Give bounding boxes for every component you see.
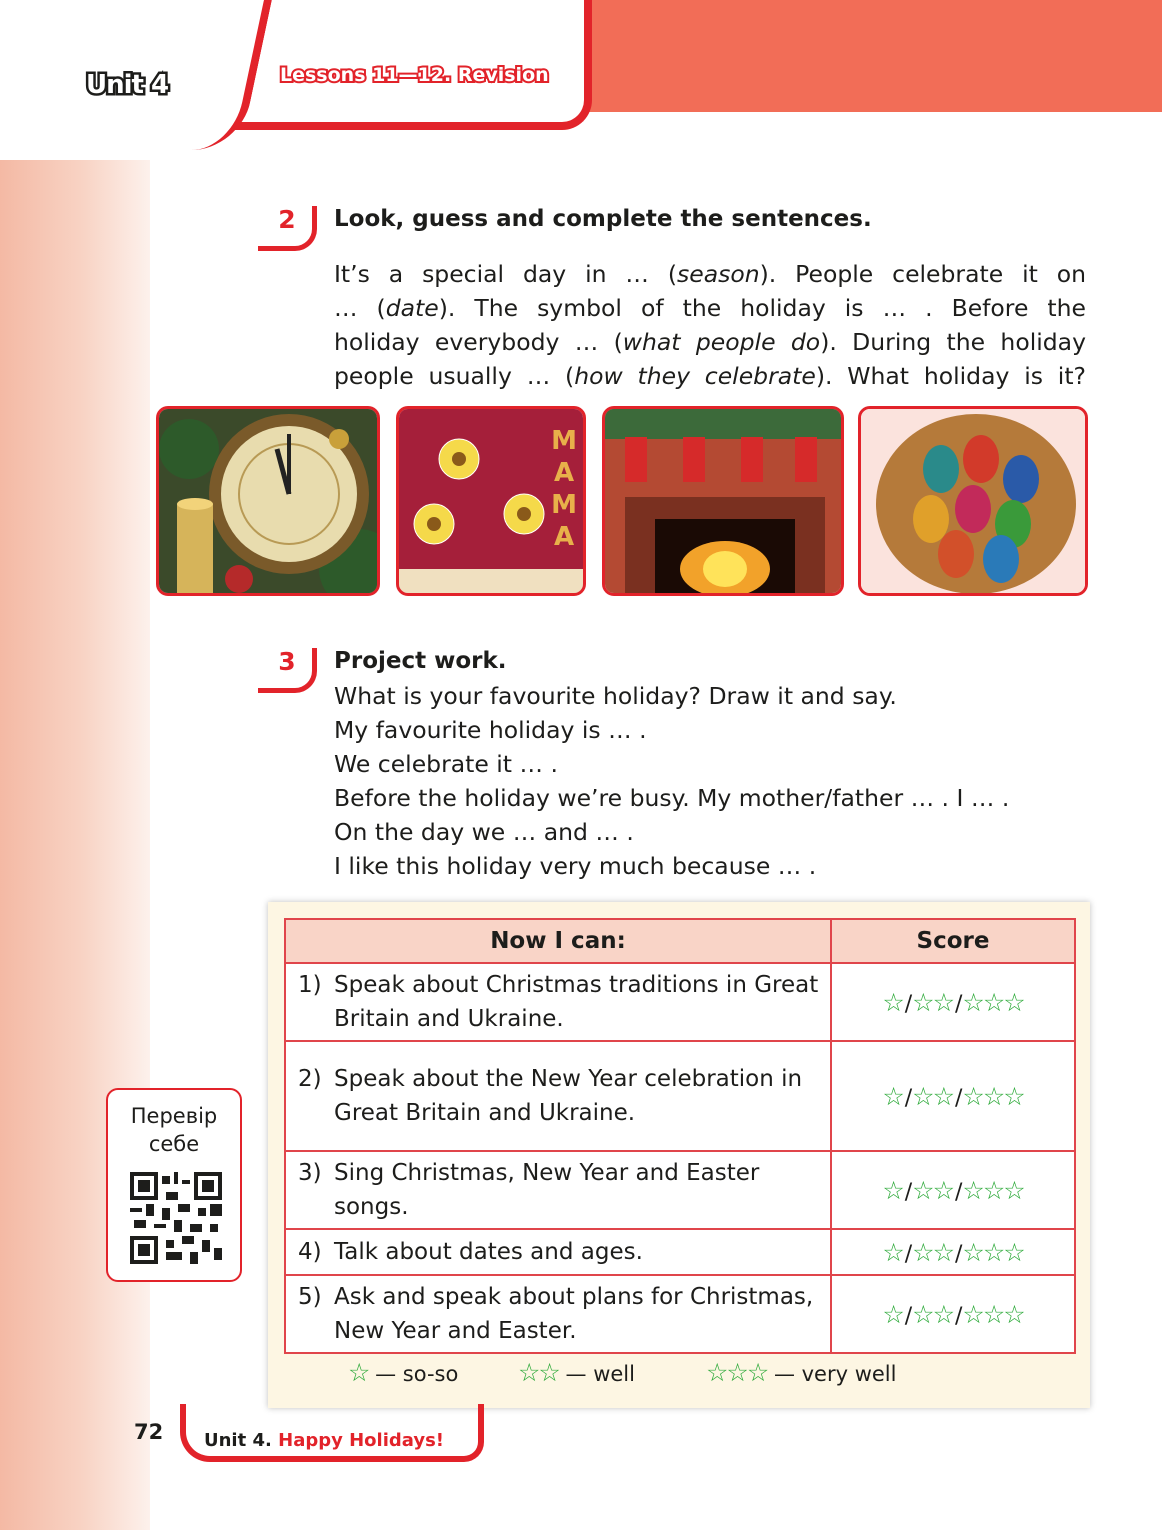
exercise-2-title: Look, guess and complete the sentences. bbox=[334, 206, 872, 232]
exercise-3-line: Before the holiday we’re busy. My mother/father … . I … . bbox=[334, 784, 1010, 812]
item-number: 2) bbox=[298, 1066, 322, 1092]
star-icon: ☆☆☆ bbox=[706, 1358, 768, 1387]
clock-candle-photo bbox=[156, 406, 380, 596]
score-stars[interactable]: ☆/☆☆/☆☆☆ bbox=[831, 1151, 1075, 1229]
star-icon[interactable]: ☆☆ bbox=[912, 1175, 953, 1205]
item-text: Sing Christmas, New Year and Easter songs. bbox=[334, 1160, 760, 1220]
star-icon[interactable]: ☆ bbox=[882, 1299, 903, 1329]
star-icon: ☆ bbox=[348, 1358, 369, 1387]
star-icon[interactable]: ☆☆☆ bbox=[962, 987, 1024, 1017]
unit-label: Unit 4 bbox=[86, 70, 169, 100]
svg-text:М: М bbox=[551, 426, 577, 456]
score-stars[interactable]: ☆/☆☆/☆☆☆ bbox=[831, 1229, 1075, 1275]
table-row bbox=[285, 1041, 1075, 1151]
svg-text:М: М bbox=[551, 490, 577, 520]
table-row bbox=[285, 1229, 1075, 1275]
svg-text:А: А bbox=[553, 458, 575, 488]
qr-code-icon[interactable] bbox=[130, 1172, 222, 1264]
legend-well: ☆☆ — well bbox=[518, 1358, 635, 1387]
item-number: 4) bbox=[298, 1239, 322, 1265]
star-icon[interactable]: ☆☆☆ bbox=[962, 1175, 1024, 1205]
star-icon[interactable]: ☆☆☆ bbox=[962, 1299, 1024, 1329]
item-text: Talk about dates and ages. bbox=[334, 1239, 643, 1265]
score-stars[interactable]: ☆/☆☆/☆☆☆ bbox=[831, 1041, 1075, 1151]
check-label-1: Перевір bbox=[130, 1104, 218, 1128]
star-icon[interactable]: ☆☆ bbox=[912, 1081, 953, 1111]
table-row bbox=[285, 1151, 1075, 1229]
item-number: 5) bbox=[298, 1284, 322, 1310]
score-stars[interactable]: ☆/☆☆/☆☆☆ bbox=[831, 1275, 1075, 1353]
footer-title: Unit 4. Happy Holidays! bbox=[204, 1430, 445, 1451]
exercise-3-line: My favourite holiday is … . bbox=[334, 716, 647, 744]
table-row bbox=[285, 963, 1075, 1041]
exercise-2-line: … (date). The symbol of the holiday is … . Before the bbox=[334, 294, 1086, 322]
exercise-3-title: Project work. bbox=[334, 648, 507, 674]
left-gradient-strip bbox=[0, 0, 150, 1530]
mama-card-photo bbox=[396, 406, 586, 596]
col-now-i-can: Now I can: bbox=[285, 919, 831, 963]
star-icon[interactable]: ☆☆ bbox=[912, 1299, 953, 1329]
legend-so-so: ☆ — so-so bbox=[348, 1358, 459, 1387]
score-stars[interactable]: ☆/☆☆/☆☆☆ bbox=[831, 963, 1075, 1041]
check-label-2: себе bbox=[148, 1132, 200, 1156]
item-text: Speak about the New Year celebration in Great Britain and Ukraine. bbox=[334, 1066, 803, 1126]
table-row bbox=[285, 1275, 1075, 1353]
exercise-3-line: I like this holiday very much because … . bbox=[334, 852, 817, 880]
star-icon[interactable]: ☆ bbox=[882, 987, 903, 1017]
self-assessment-table bbox=[284, 918, 1076, 1354]
exercise-3-line: On the day we … and … . bbox=[334, 818, 634, 846]
fireplace-stockings-photo bbox=[602, 406, 844, 596]
easter-eggs-photo bbox=[858, 406, 1088, 596]
header-band bbox=[560, 0, 1162, 112]
star-icon[interactable]: ☆☆ bbox=[912, 987, 953, 1017]
lessons-label: Lessons 11—12. Revision bbox=[280, 64, 549, 86]
exercise-3-line: We celebrate it … . bbox=[334, 750, 558, 778]
exercise-3-line: What is your favourite holiday? Draw it and say. bbox=[334, 682, 897, 710]
exercise-2-line: holiday everybody … (what people do). During the holiday bbox=[334, 328, 1086, 356]
star-icon[interactable]: ☆☆☆ bbox=[962, 1237, 1024, 1267]
legend-very-well: ☆☆☆ — very well bbox=[706, 1358, 897, 1387]
exercise-3-number: 3 bbox=[264, 642, 310, 684]
star-icon[interactable]: ☆ bbox=[882, 1237, 903, 1267]
col-score: Score bbox=[831, 919, 1075, 963]
item-number: 3) bbox=[298, 1160, 322, 1186]
star-icon[interactable]: ☆☆ bbox=[912, 1237, 953, 1267]
item-text: Ask and speak about plans for Christmas, New Year and Easter. bbox=[334, 1284, 814, 1344]
star-icon[interactable]: ☆ bbox=[882, 1081, 903, 1111]
star-icon: ☆☆ bbox=[518, 1358, 559, 1387]
exercise-2-line: It’s a special day in … (season). People celebrate it on bbox=[334, 260, 1086, 288]
star-icon[interactable]: ☆ bbox=[882, 1175, 903, 1205]
svg-text:А: А bbox=[553, 522, 575, 552]
page-number: 72 bbox=[134, 1420, 164, 1444]
check-yourself-box[interactable] bbox=[106, 1088, 242, 1282]
exercise-2-line: people usually … (how they celebrate). What holiday is it? bbox=[334, 362, 1087, 390]
item-text: Speak about Christmas traditions in Great Britain and Ukraine. bbox=[334, 972, 819, 1032]
exercise-2-number: 2 bbox=[264, 200, 310, 242]
item-number: 1) bbox=[298, 972, 322, 998]
star-icon[interactable]: ☆☆☆ bbox=[962, 1081, 1024, 1111]
